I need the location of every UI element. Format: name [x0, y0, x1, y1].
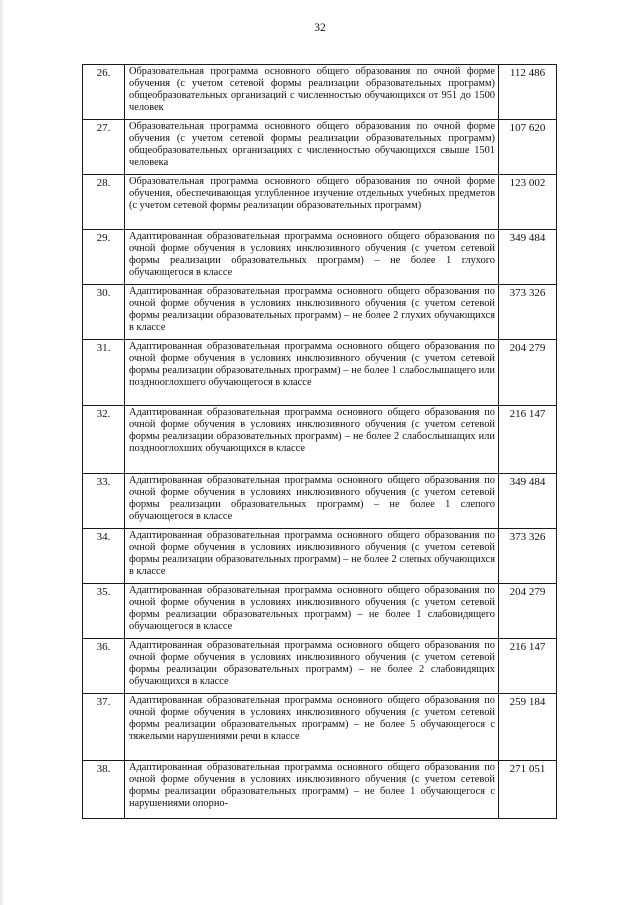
program-description: Образовательная программа основного общего образования по очной форме обучения, обеспечивающая углубленное изучение отдельных учебных предметов (с учетом сетевой формы реализации образовательных программ) [125, 175, 499, 230]
table-row [83, 406, 557, 474]
cost-value: 259 184 [499, 694, 557, 761]
table-body [83, 65, 557, 819]
page-number: 32 [314, 22, 326, 34]
cost-value: 112 486 [499, 65, 557, 120]
program-description: Адаптированная образовательная программа основного общего образования по очной форме обучения в условиях инклюзивного обучения (с учетом сетевой формы реализации образовательных программ) – не более 1 глухого обучающегося в классе [125, 230, 499, 285]
row-number: 31. [83, 340, 125, 406]
program-cost-table [82, 64, 557, 819]
program-description: Адаптированная образовательная программа основного общего образования по очной форме обучения в условиях инклюзивного обучения (с учетом сетевой формы реализации образовательных программ) – не более 2 слепых обучающихся в классе [125, 529, 499, 584]
row-number: 35. [83, 584, 125, 639]
cost-value: 216 147 [499, 639, 557, 694]
cost-value: 204 279 [499, 584, 557, 639]
table-row [83, 694, 557, 761]
program-description: Адаптированная образовательная программа основного общего образования по очной форме обучения в условиях инклюзивного обучения (с учетом сетевой формы реализации образовательных программ) – не более 5 обучающегося с тяжелыми нарушениями речи в классе [125, 694, 499, 761]
table-row [83, 529, 557, 584]
row-number: 36. [83, 639, 125, 694]
program-description: Образовательная программа основного общего образования по очной форме обучения (с учетом сетевой формы реализации образовательных программ) общеобразовательных организаций с численностью обучающихся от 951 до 1500 человек [125, 65, 499, 120]
cost-value: 271 051 [499, 761, 557, 819]
row-number: 28. [83, 175, 125, 230]
program-description: Адаптированная образовательная программа основного общего образования по очной форме обучения в условиях инклюзивного обучения (с учетом сетевой формы реализации образовательных программ) – не более 2 глухих обучающихся в классе [125, 285, 499, 340]
table-row [83, 340, 557, 406]
cost-value: 349 484 [499, 230, 557, 285]
program-description: Образовательная программа основного общего образования по очной форме обучения (с учетом сетевой формы реализации образовательных программ) общеобразовательных организациях с численностью обучающихся свыше 1501 человека [125, 120, 499, 175]
row-number: 38. [83, 761, 125, 819]
cost-value: 373 326 [499, 529, 557, 584]
program-description: Адаптированная образовательная программа основного общего образования по очной форме обучения в условиях инклюзивного обучения (с учетом сетевой формы реализации образовательных программ) – не более 1 слепого обучающегося в классе [125, 474, 499, 529]
row-number: 33. [83, 474, 125, 529]
cost-value: 349 484 [499, 474, 557, 529]
cost-value: 373 326 [499, 285, 557, 340]
table-row [83, 761, 557, 819]
table-row [83, 230, 557, 285]
table-row [83, 65, 557, 120]
program-description: Адаптированная образовательная программа основного общего образования по очной форме обучения в условиях инклюзивного обучения (с учетом сетевой формы реализации образовательных программ) – не более 1 слабослышащего или позднооглохшего обучающегося в классе [125, 340, 499, 406]
table-row [83, 120, 557, 175]
row-number: 32. [83, 406, 125, 474]
table-row [83, 639, 557, 694]
table-row [83, 584, 557, 639]
program-description: Адаптированная образовательная программа основного общего образования по очной форме обучения в условиях инклюзивного обучения (с учетом сетевой формы реализации образовательных программ) – не более 1 слабовидящего обучающегося в классе [125, 584, 499, 639]
cost-value: 107 620 [499, 120, 557, 175]
cost-value: 123 002 [499, 175, 557, 230]
program-description: Адаптированная образовательная программа основного общего образования по очной форме обучения в условиях инклюзивного обучения (с учетом сетевой формы реализации образовательных программ) – не более 1 обучающегося с нарушениями опорно- [125, 761, 499, 819]
table-row [83, 175, 557, 230]
row-number: 29. [83, 230, 125, 285]
cost-value: 216 147 [499, 406, 557, 474]
row-number: 37. [83, 694, 125, 761]
table-row [83, 474, 557, 529]
page-binding-edge [0, 0, 4, 905]
row-number: 34. [83, 529, 125, 584]
table-row [83, 285, 557, 340]
program-description: Адаптированная образовательная программа основного общего образования по очной форме обучения в условиях инклюзивного обучения (с учетом сетевой формы реализации образовательных программ) – не более 2 слабовидящих обучающихся в классе [125, 639, 499, 694]
row-number: 27. [83, 120, 125, 175]
row-number: 30. [83, 285, 125, 340]
row-number: 26. [83, 65, 125, 120]
program-description: Адаптированная образовательная программа основного общего образования по очной форме обучения в условиях инклюзивного обучения (с учетом сетевой формы реализации образовательных программ) – не более 2 слабослышащих или позднооглохших обучающихся в классе [125, 406, 499, 474]
cost-value: 204 279 [499, 340, 557, 406]
